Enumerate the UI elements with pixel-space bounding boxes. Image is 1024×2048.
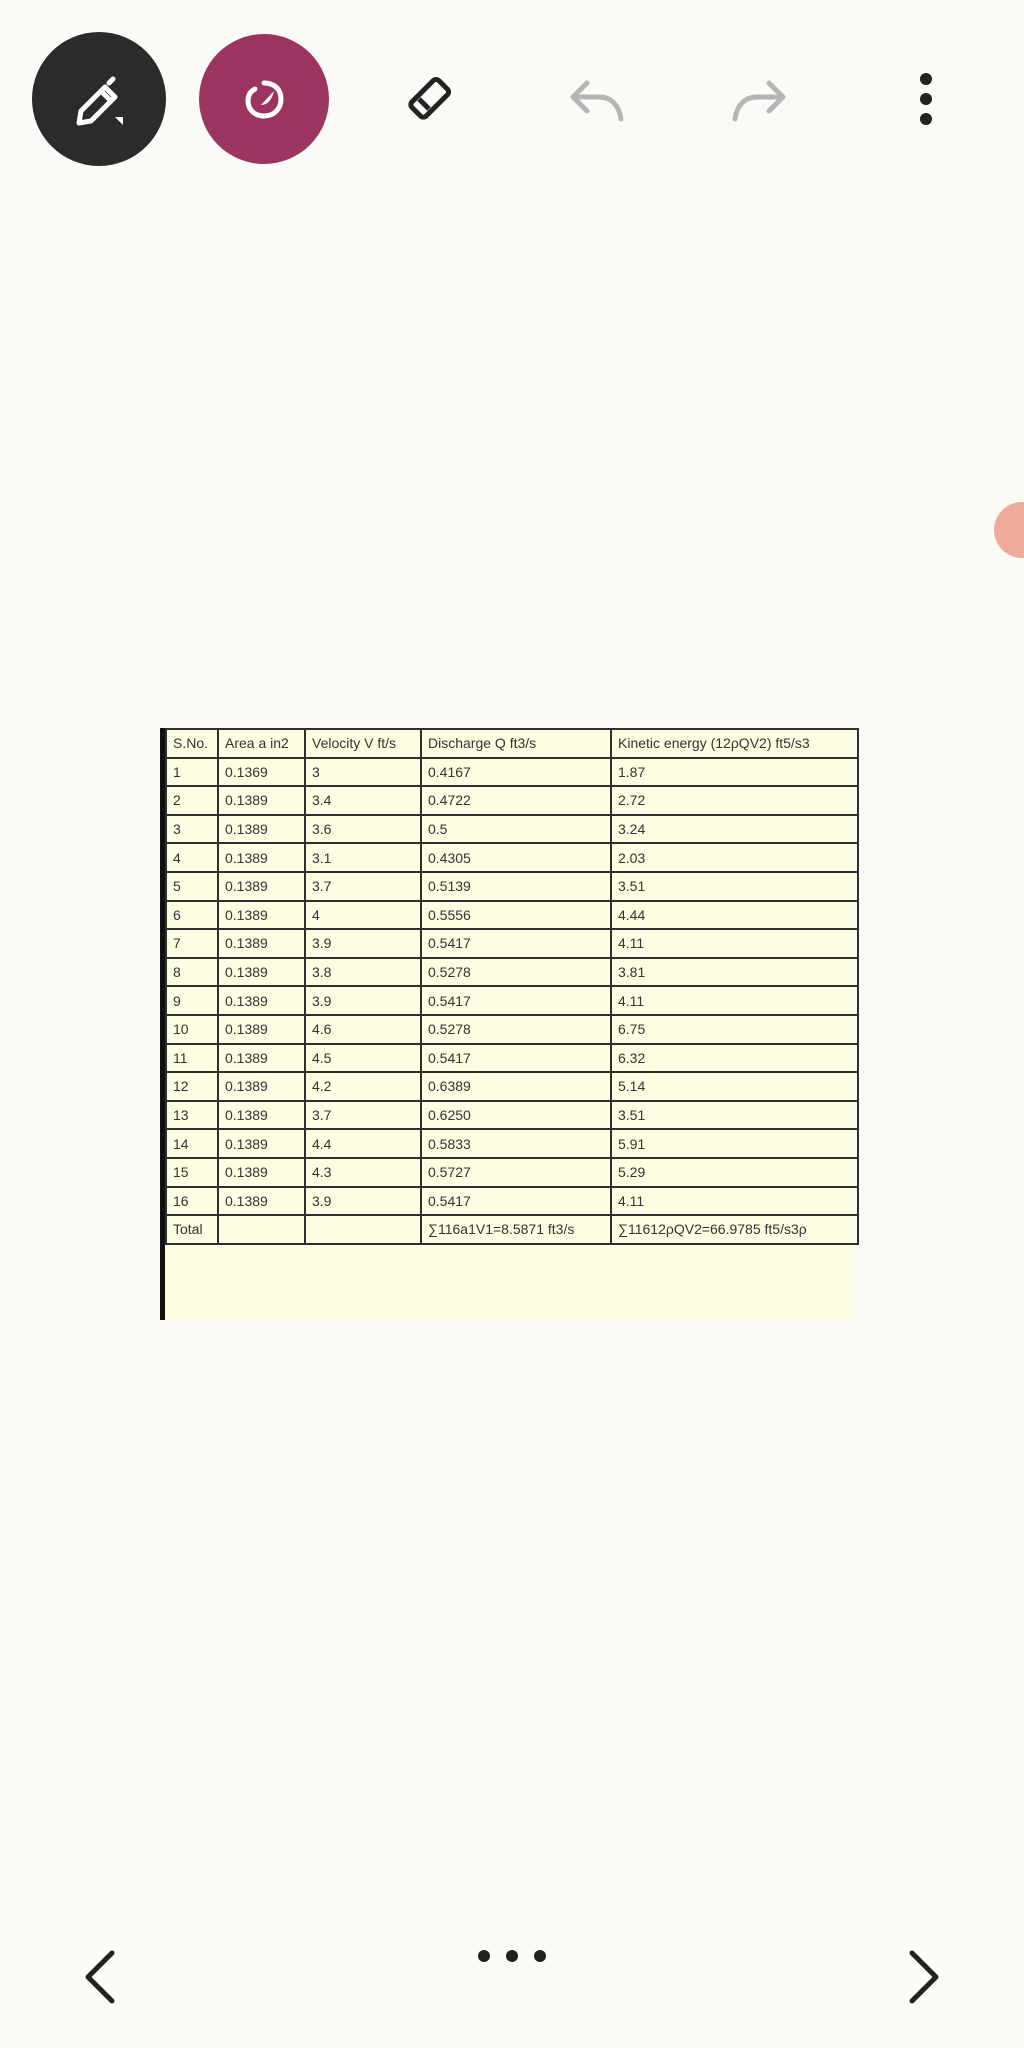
total-cell	[305, 1215, 421, 1244]
cell-sno: 4	[166, 843, 218, 872]
cell-velocity: 3.9	[305, 1187, 421, 1216]
brush-drop-icon	[234, 69, 294, 129]
table-row	[166, 929, 858, 958]
chevron-left-icon	[80, 1947, 120, 2012]
cell-kinetic-energy: 6.75	[611, 1015, 858, 1044]
cell-velocity: 3.8	[305, 958, 421, 987]
cell-sno: 6	[166, 901, 218, 930]
data-table	[165, 728, 859, 1245]
more-horizontal-icon	[472, 1946, 552, 1971]
header-kinetic-energy: Kinetic energy (12ρQV2) ft5/s3	[611, 729, 858, 758]
cell-sno: 13	[166, 1101, 218, 1130]
cell-sno: 8	[166, 958, 218, 987]
cell-sno: 16	[166, 1187, 218, 1216]
cell-velocity: 3.9	[305, 986, 421, 1015]
cell-discharge: 0.4722	[421, 786, 611, 815]
cell-discharge: 0.5417	[421, 1187, 611, 1216]
cell-velocity: 4.6	[305, 1015, 421, 1044]
cell-kinetic-energy: 4.11	[611, 1187, 858, 1216]
cell-kinetic-energy: 3.81	[611, 958, 858, 987]
undo-icon	[565, 67, 629, 131]
table-row	[166, 843, 858, 872]
cell-kinetic-energy: 3.24	[611, 815, 858, 844]
table-row	[166, 815, 858, 844]
cell-discharge: 0.4305	[421, 843, 611, 872]
cell-velocity: 4.2	[305, 1072, 421, 1101]
cell-area: 0.1389	[218, 786, 305, 815]
cell-kinetic-energy: 4.11	[611, 986, 858, 1015]
cell-area: 0.1389	[218, 1101, 305, 1130]
eraser-icon	[397, 67, 461, 131]
cell-sno: 5	[166, 872, 218, 901]
table-row	[166, 786, 858, 815]
cell-kinetic-energy: 5.14	[611, 1072, 858, 1101]
cell-discharge: 0.5833	[421, 1129, 611, 1158]
total-discharge: ∑116a1V1=8.5871 ft3/s	[421, 1215, 611, 1244]
cell-discharge: 0.6389	[421, 1072, 611, 1101]
cell-kinetic-energy: 3.51	[611, 1101, 858, 1130]
total-label: Total	[166, 1215, 218, 1244]
header-discharge: Discharge Q ft3/s	[421, 729, 611, 758]
cell-discharge: 0.5139	[421, 872, 611, 901]
cell-kinetic-energy: 5.29	[611, 1158, 858, 1187]
cell-area: 0.1369	[218, 758, 305, 787]
table-total-row	[166, 1215, 858, 1244]
header-area: Area a in2	[218, 729, 305, 758]
cell-sno: 3	[166, 815, 218, 844]
table-row	[166, 1101, 858, 1130]
cell-area: 0.1389	[218, 1158, 305, 1187]
table-row	[166, 958, 858, 987]
cell-kinetic-energy: 4.11	[611, 929, 858, 958]
cell-kinetic-energy: 1.87	[611, 758, 858, 787]
previous-page-button[interactable]	[70, 1944, 130, 2014]
table-row	[166, 1044, 858, 1073]
cell-discharge: 0.5417	[421, 986, 611, 1015]
page-options-button[interactable]	[468, 1940, 556, 1976]
cell-sno: 1	[166, 758, 218, 787]
pen-tool-button[interactable]	[32, 32, 166, 166]
cell-area: 0.1389	[218, 901, 305, 930]
cell-kinetic-energy: 2.03	[611, 843, 858, 872]
cell-velocity: 3.1	[305, 843, 421, 872]
header-velocity: Velocity V ft/s	[305, 729, 421, 758]
cell-discharge: 0.6250	[421, 1101, 611, 1130]
cell-discharge: 0.5417	[421, 929, 611, 958]
cell-kinetic-energy: 6.32	[611, 1044, 858, 1073]
table-row	[166, 901, 858, 930]
cell-area: 0.1389	[218, 958, 305, 987]
cell-sno: 7	[166, 929, 218, 958]
side-panel-handle[interactable]	[994, 502, 1024, 558]
cell-kinetic-energy: 2.72	[611, 786, 858, 815]
cell-sno: 15	[166, 1158, 218, 1187]
table-header-row	[166, 729, 858, 758]
more-options-button[interactable]	[896, 59, 956, 139]
cell-discharge: 0.5	[421, 815, 611, 844]
cell-discharge: 0.5556	[421, 901, 611, 930]
cell-area: 0.1389	[218, 929, 305, 958]
cell-velocity: 4.5	[305, 1044, 421, 1073]
cell-velocity: 3.7	[305, 872, 421, 901]
cell-area: 0.1389	[218, 843, 305, 872]
eraser-tool-button[interactable]	[389, 59, 469, 139]
cell-discharge: 0.4167	[421, 758, 611, 787]
pen-icon	[67, 67, 131, 131]
header-sno: S.No.	[166, 729, 218, 758]
cell-discharge: 0.5417	[421, 1044, 611, 1073]
undo-button[interactable]	[557, 59, 637, 139]
cell-sno: 9	[166, 986, 218, 1015]
table-row	[166, 1015, 858, 1044]
cell-area: 0.1389	[218, 986, 305, 1015]
cell-velocity: 4.3	[305, 1158, 421, 1187]
cell-discharge: 0.5278	[421, 958, 611, 987]
table-row	[166, 1129, 858, 1158]
brush-tool-button[interactable]	[199, 34, 329, 164]
cell-velocity: 4	[305, 901, 421, 930]
cell-kinetic-energy: 5.91	[611, 1129, 858, 1158]
cell-velocity: 3.6	[305, 815, 421, 844]
cell-area: 0.1389	[218, 1129, 305, 1158]
cell-area: 0.1389	[218, 872, 305, 901]
cell-sno: 11	[166, 1044, 218, 1073]
cell-velocity: 3.4	[305, 786, 421, 815]
cell-discharge: 0.5727	[421, 1158, 611, 1187]
cell-velocity: 4.4	[305, 1129, 421, 1158]
cell-velocity: 3	[305, 758, 421, 787]
table-row	[166, 758, 858, 787]
redo-icon	[727, 67, 791, 131]
cell-sno: 14	[166, 1129, 218, 1158]
cell-area: 0.1389	[218, 1015, 305, 1044]
table-row	[166, 1072, 858, 1101]
cell-area: 0.1389	[218, 815, 305, 844]
cell-velocity: 3.9	[305, 929, 421, 958]
chevron-right-icon	[904, 1947, 944, 2012]
redo-button[interactable]	[719, 59, 799, 139]
cell-sno: 2	[166, 786, 218, 815]
table-row	[166, 872, 858, 901]
cell-velocity: 3.7	[305, 1101, 421, 1130]
cell-kinetic-energy: 3.51	[611, 872, 858, 901]
cell-area: 0.1389	[218, 1187, 305, 1216]
table-row	[166, 986, 858, 1015]
cell-discharge: 0.5278	[421, 1015, 611, 1044]
cell-area: 0.1389	[218, 1044, 305, 1073]
next-page-button[interactable]	[894, 1944, 954, 2014]
table-image	[160, 728, 856, 1320]
more-vertical-icon	[916, 67, 936, 131]
table-row	[166, 1158, 858, 1187]
total-cell	[218, 1215, 305, 1244]
total-kinetic-energy: ∑11612ρQV2=66.9785 ft5/s3ρ	[611, 1215, 858, 1244]
table-row	[166, 1187, 858, 1216]
cell-sno: 12	[166, 1072, 218, 1101]
cell-kinetic-energy: 4.44	[611, 901, 858, 930]
cell-area: 0.1389	[218, 1072, 305, 1101]
cell-sno: 10	[166, 1015, 218, 1044]
